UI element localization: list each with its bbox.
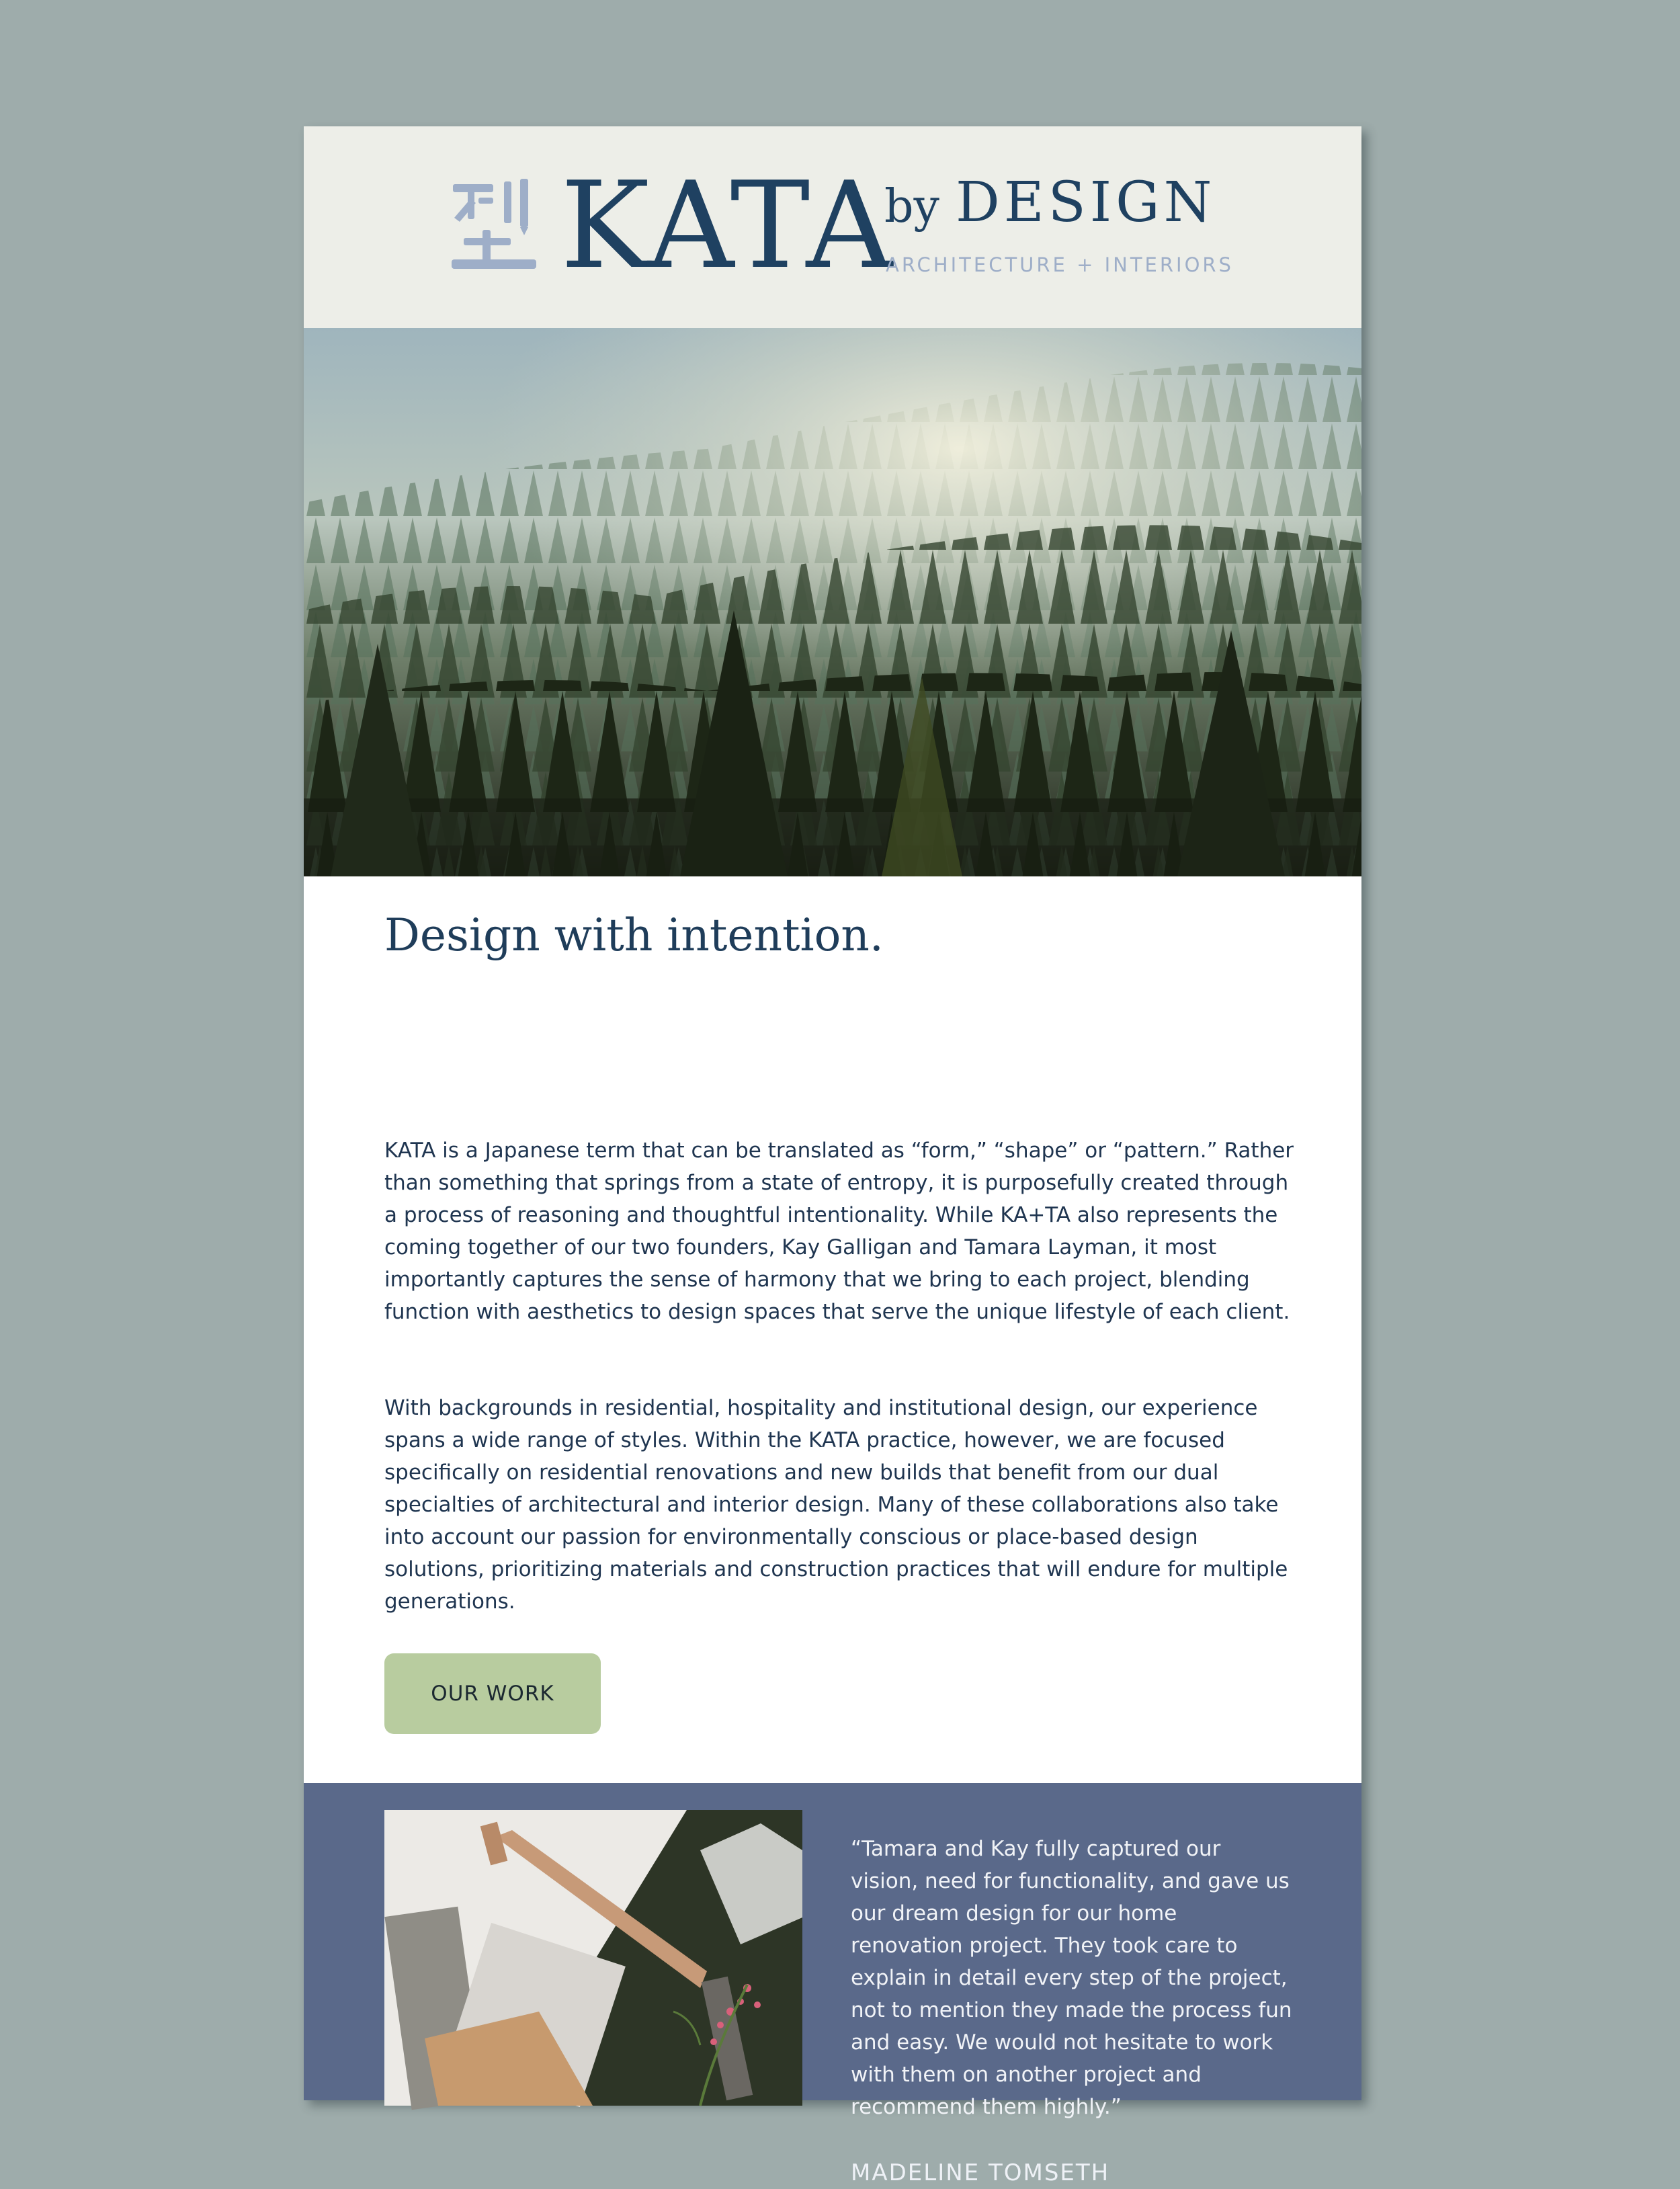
brand-tagline: ARCHITECTURE + INTERIORS xyxy=(886,253,1234,276)
material-moodboard-image xyxy=(384,1810,802,2106)
brand-by: by xyxy=(884,180,939,233)
testimonial-quote: “Tamara and Kay fully captured our vision, need for functionality, and gave us our dream design for our home renovation project. They took care to explain in detail every step of the project, not to mention they made the process fun and easy. We would not hesitate to work with them on another project and recommend them highly.” xyxy=(851,1837,1292,2119)
our-work-button[interactable]: OUR WORK xyxy=(384,1653,601,1734)
intro-paragraph-2: With backgrounds in residential, hospitality and institutional design, our experience spans a wide range of styles. Within the KATA practice, however, we are focused specifically on residential renovations and new builds that benefit from our dual specialties of architectural and interior design. Many of these collaborations also take into account our passion for environmentally conscious or place-based design solutions, prioritizing materials and construction practices that will endure for multiple generations. xyxy=(384,1396,1288,1614)
intro-paragraph-1: KATA is a Japanese term that can be translated as “form,” “shape” or “pattern.” Rather than something that springs from a state of entropy, it is purposefully created through a process of reasoning and thoughtful intentionality. While KA+TA also represents the coming together of our two founders, Kay Galligan and Tamara Layman, it most importantly captures the sense of harmony that we bring to each project, blending function with aesthetics to design spaces that serve the unique lifestyle of each client. xyxy=(384,1139,1294,1324)
email-card xyxy=(304,126,1361,2186)
header xyxy=(304,126,1361,328)
hero-forest-image xyxy=(304,328,1361,876)
testimonial-author: MADELINE TOMSETH xyxy=(851,2159,1110,2186)
brand-design: DESIGN xyxy=(956,171,1216,235)
page-headline: Design with intention. xyxy=(384,909,884,961)
testimonial-section xyxy=(304,1783,1361,2186)
brand-name: KATA xyxy=(560,156,896,295)
kata-kanji-logo-icon xyxy=(450,179,539,273)
